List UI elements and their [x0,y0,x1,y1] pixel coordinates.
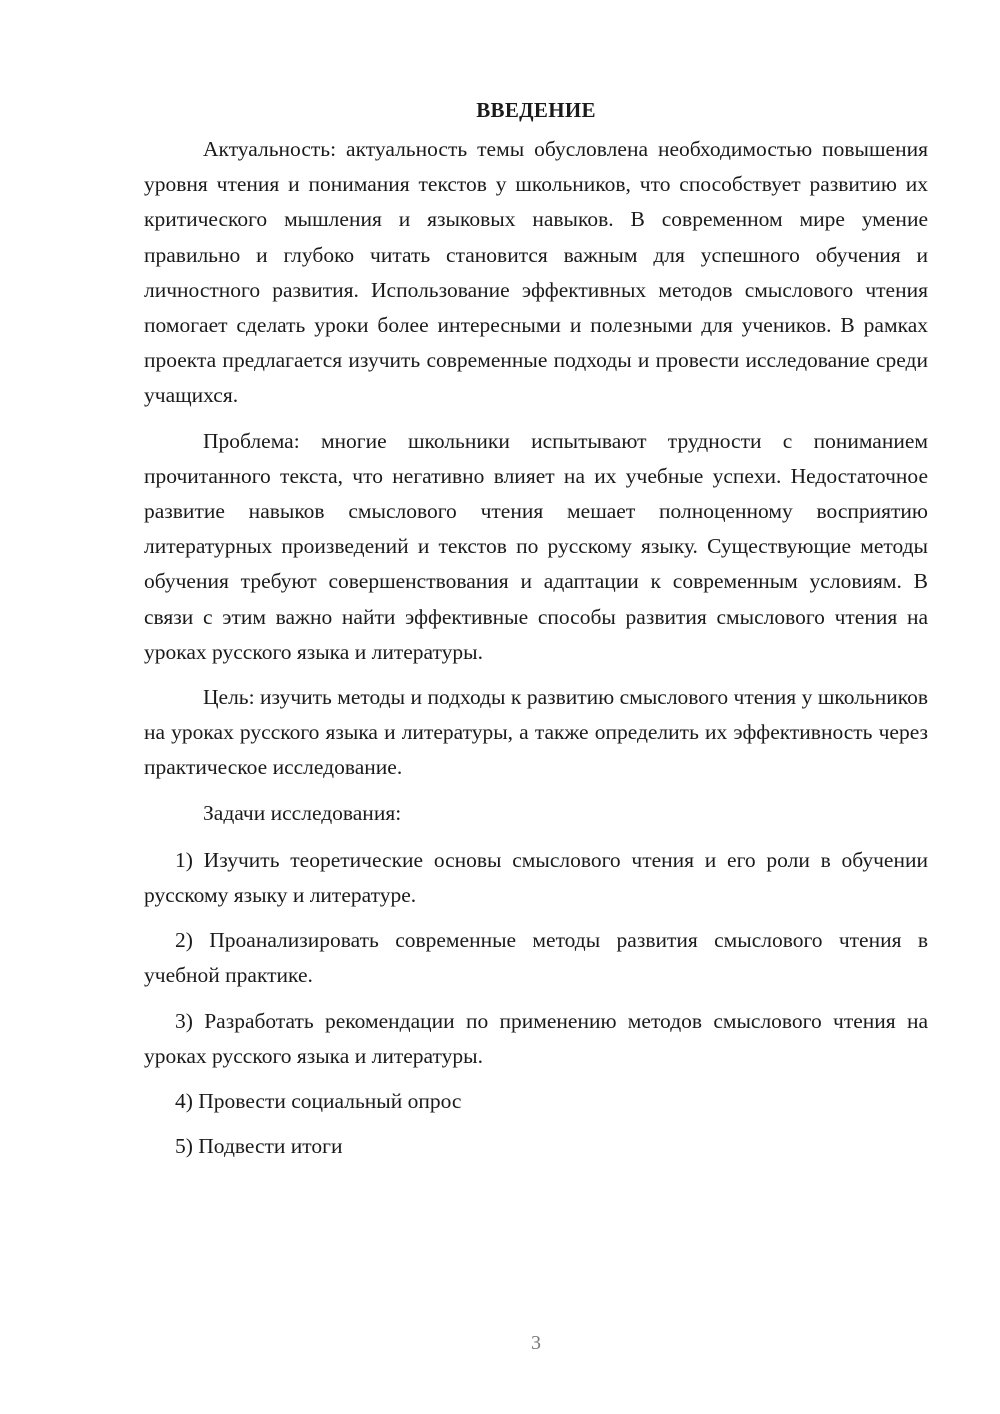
goal-paragraph: Цель: изучить методы и подходы к развитию смыслового чтения у школьников на уроках русского языка и литературы, а также определить их эффективность через практическое исследование. [144,685,928,780]
tasks-heading: Задачи исследования: [203,800,402,825]
task-item: 4) Провести социальный опрос [175,1089,462,1114]
problem-paragraph: Проблема: многие школьники испытывают трудности с пониманием прочитанного текста, что негативно влияет на их учебные успехи. Недостаточное развитие навыков смыслового чтения мешает полноценному восприятию литературных произведений и текстов по русскому языку. Существующие методы обучения требуют совершенствования и адаптации к современным условиям. В связи с этим важно найти эффективные способы развития смыслового чтения на уроках русского языка и литературы. [144,428,928,664]
relevance-paragraph: Актуальность: актуальность темы обусловлена необходимостью повышения уровня чтения и понимания текстов у школьников, что способствует развитию их критического мышления и языковых навыков. В современном мире умение правильно и глубоко читать становится важным для успешного обучения и личностного развития. Использование эффективных методов смыслового чтения помогает сделать уроки более интересными и полезными для учеников. В рамках проекта предлагается изучить современные подходы и провести исследование среди учащихся. [144,137,928,408]
task-item: 1) Изучить теоретические основы смыслового чтения и его роли в обучении русскому языку и литературе. [144,847,928,908]
task-item: 3) Разработать рекомендации по применению методов смыслового чтения на уроках русского языка и литературы. [144,1008,928,1068]
section-title: ВВЕДЕНИЕ [476,98,596,122]
task-item: 5) Подвести итоги [175,1134,343,1159]
task-item: 2) Проанализировать современные методы развития смыслового чтения в учебной практике. [144,928,928,988]
page-number: 3 [531,1332,541,1354]
document-page [144,92,928,1174]
